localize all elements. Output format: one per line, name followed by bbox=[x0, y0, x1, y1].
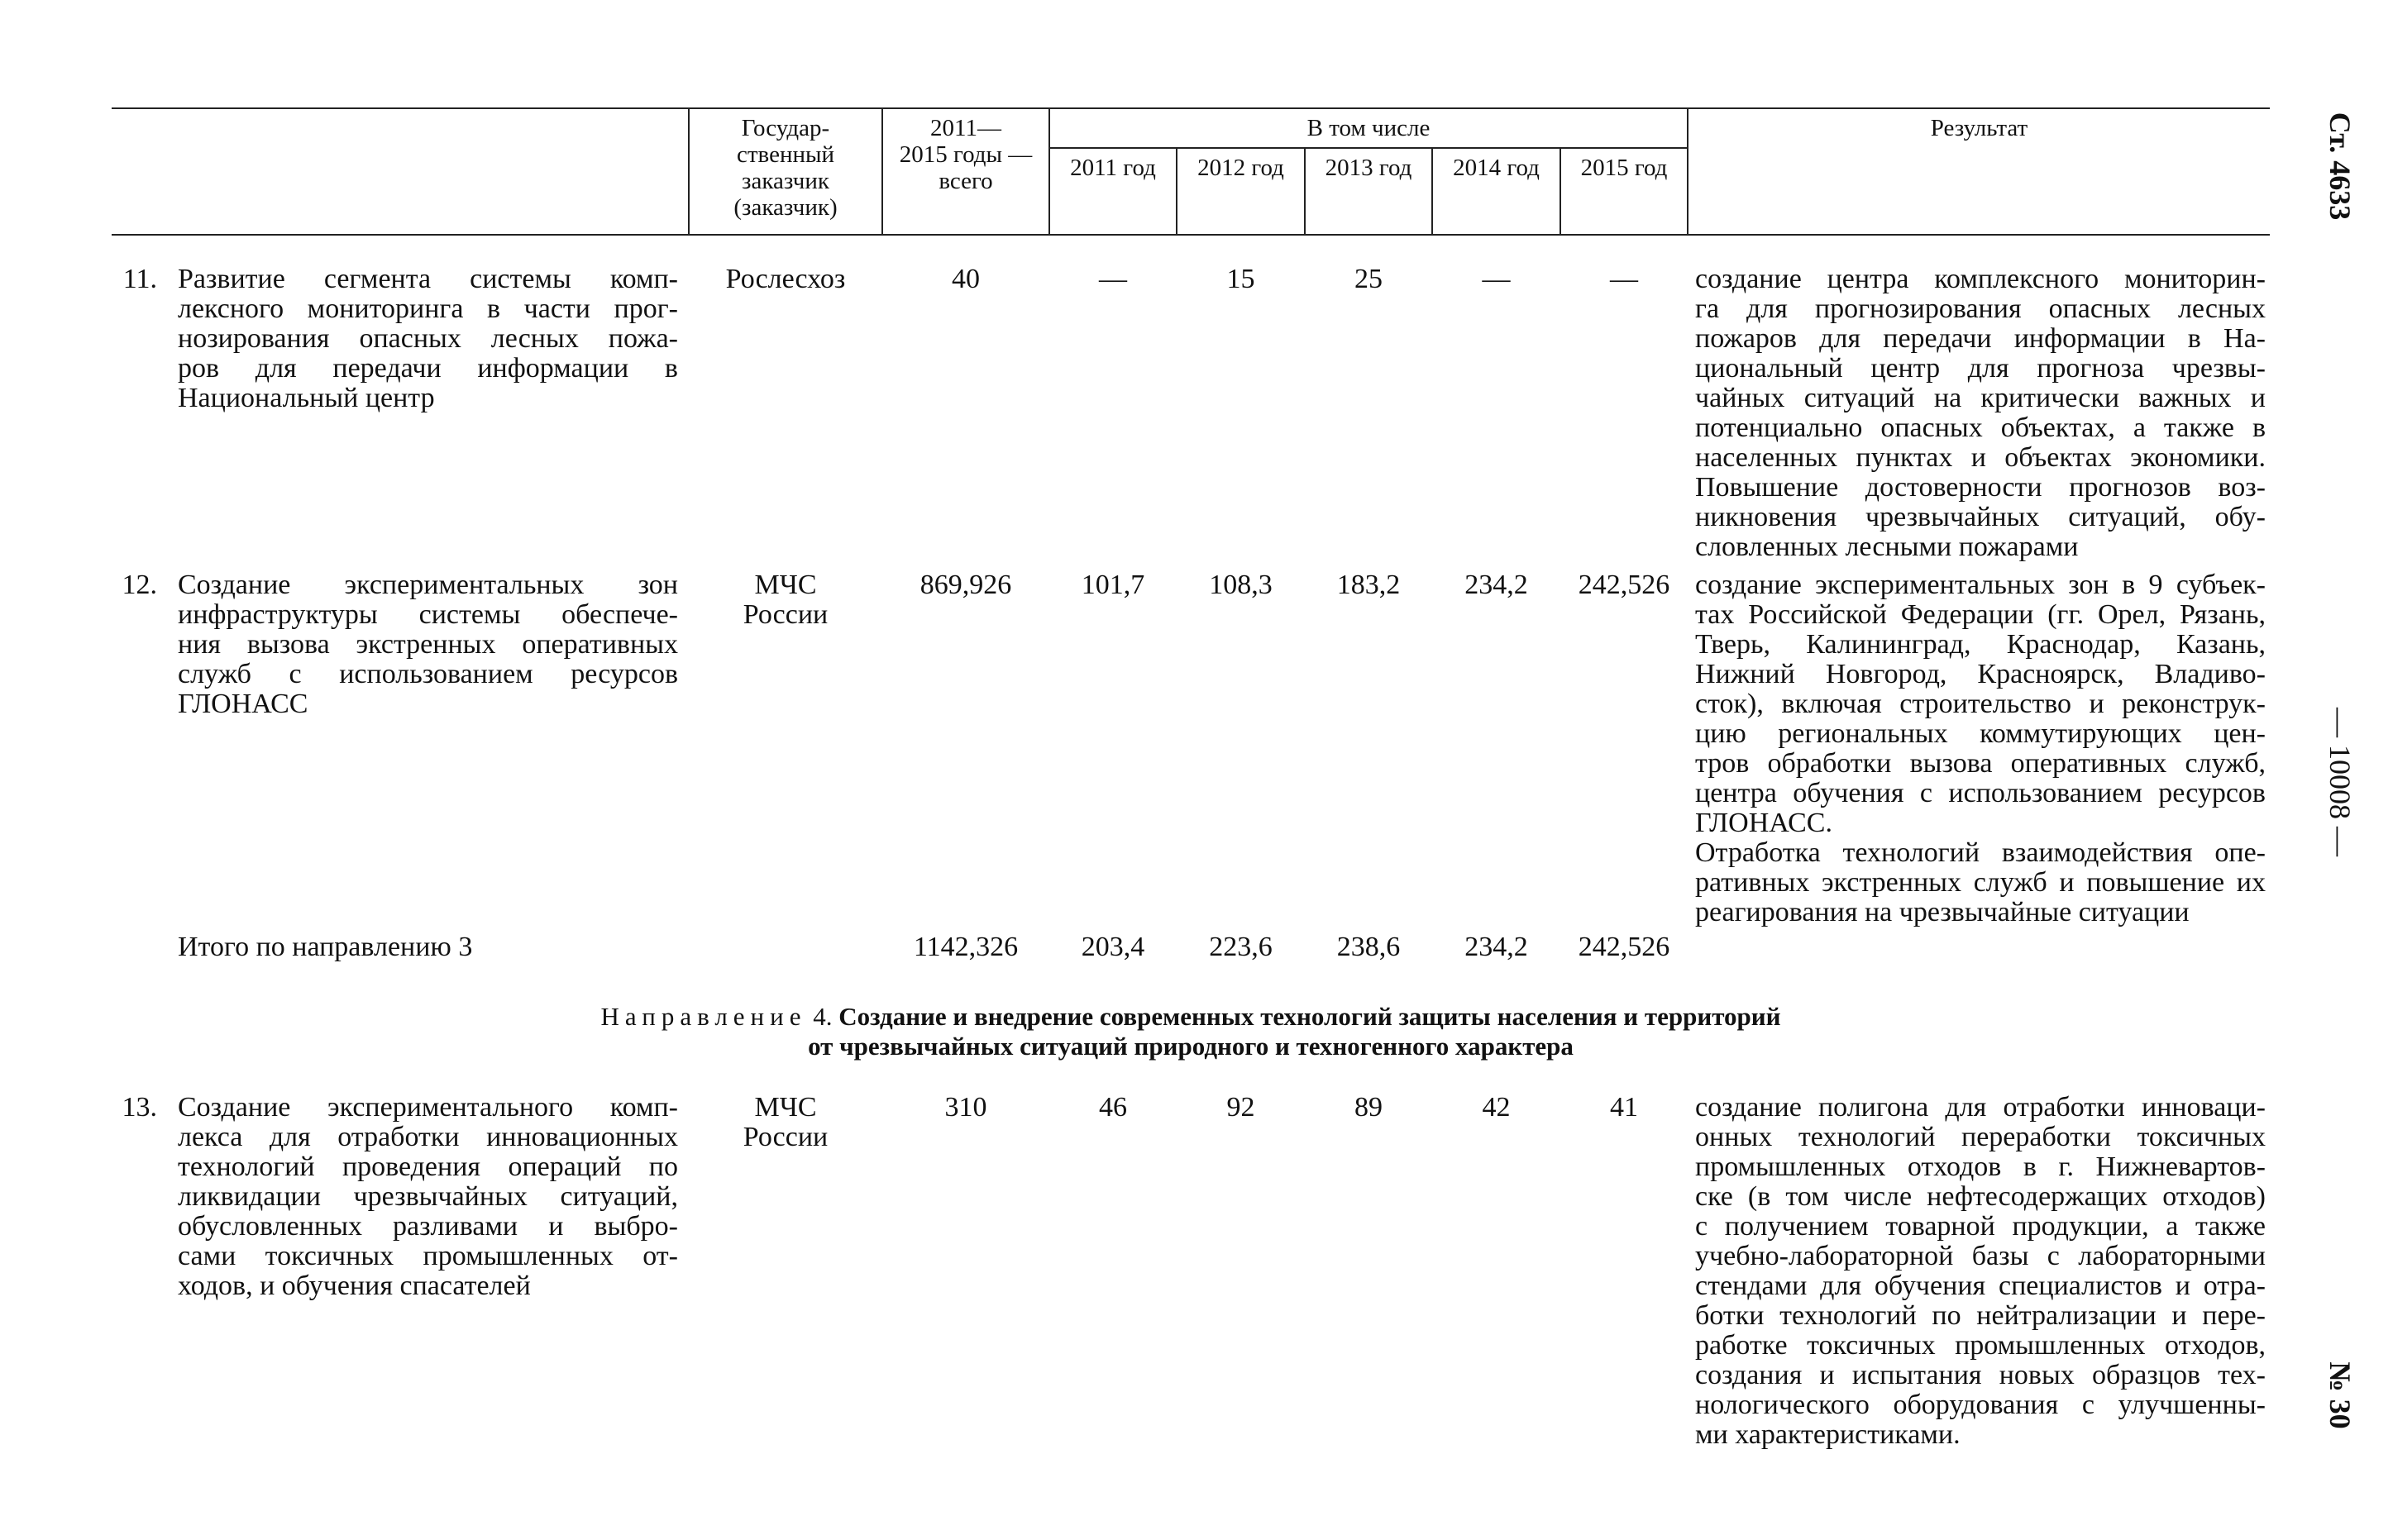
row-year-value: 89 bbox=[1354, 1092, 1383, 1123]
header-including: В том числе bbox=[1306, 115, 1431, 141]
row-year-value: — bbox=[1099, 264, 1127, 294]
header-year: 2011 год bbox=[1070, 155, 1156, 181]
subtotal-total: 1142,326 bbox=[913, 932, 1019, 962]
section-number: 4. bbox=[813, 1002, 833, 1031]
subtotal-year-value: 203,4 bbox=[1081, 932, 1145, 962]
row-year-value: 15 bbox=[1226, 264, 1255, 294]
row-year-value: 41 bbox=[1610, 1092, 1638, 1123]
row-title: Создание экспериментального комп- лекса для отработки инновационных технологий проведения операций по ликвидации чрезвычайных ситуаций, обусловленных разливами и выбро- сами токсичных промышленных от- ходов, и обучения спасателей bbox=[178, 1092, 678, 1301]
row-year-value: 183,2 bbox=[1336, 570, 1401, 600]
row-title: Развитие сегмента системы комп- лексного мониторинга в части прог- нозирования опасных лесных пожа- ров для передачи информации в Национальный центр bbox=[178, 264, 678, 413]
row-year-value: 25 bbox=[1354, 264, 1383, 294]
table-top-rule bbox=[112, 107, 2270, 109]
subtotal-year-value: 242,526 bbox=[1578, 932, 1670, 962]
row-customer: МЧС России bbox=[743, 1092, 829, 1152]
row-result: создание экспериментальных зон в 9 субъек- тах Российской Федерации (гг. Орел, Рязань, Тверь, Калининград, Краснодар, Казань, Нижний Новгород, Красноярск, Владиво- сток), включая строительство и реконструк- цию региональных коммутирующих цен- тров обработки вызова оперативных служб, центра обучения с использованием ресурсов ГЛОНАСС. Отработка технологий взаимодействия опе- ративных экстренных служб и повышение их реагирования на чрезвычайные ситуации bbox=[1695, 570, 2266, 927]
row-year-value: 234,2 bbox=[1464, 570, 1528, 600]
header-customer: Государ- ственный заказчик (заказчик) bbox=[733, 115, 838, 221]
row-number: 12. bbox=[122, 570, 157, 600]
header-year: 2015 год bbox=[1580, 155, 1668, 181]
section-prefix: Направление bbox=[600, 1002, 807, 1031]
row-year-value: 242,526 bbox=[1578, 570, 1670, 600]
row-number: 11. bbox=[122, 264, 157, 294]
row-year-value: — bbox=[1482, 264, 1511, 294]
header-year: 2013 год bbox=[1325, 155, 1412, 181]
row-year-value: 92 bbox=[1226, 1092, 1255, 1123]
row-result: создание центра комплексного мониторин- га для прогнозирования опасных лесных пожаров для передачи информации в На- циональный центр для прогноза чрезвы- чайных ситуаций на критически важных и потенциально опасных объектах, а также в населенных пунктах и объектах экономики. Повышение достоверности прогнозов воз- никновения чрезвычайных ситуаций, обу- словленных лесными пожарами bbox=[1695, 264, 2266, 562]
page-label: Ст. 4633 bbox=[2324, 112, 2357, 221]
section-title-line2: от чрезвычайных ситуаций природного и техногенного характера bbox=[808, 1032, 1574, 1061]
section-title-line1: Создание и внедрение современных технологий защиты населения и территорий bbox=[838, 1002, 1781, 1031]
subtotal-year-value: 238,6 bbox=[1336, 932, 1401, 962]
row-year-value: — bbox=[1610, 264, 1638, 294]
header-bottom-rule bbox=[112, 234, 2270, 236]
issue-number: № 30 bbox=[2324, 1361, 2357, 1429]
header-year: 2012 год bbox=[1197, 155, 1284, 181]
row-total: 310 bbox=[944, 1092, 987, 1123]
row-year-value: 46 bbox=[1099, 1092, 1127, 1123]
row-year-value: 108,3 bbox=[1209, 570, 1273, 600]
row-year-value: 101,7 bbox=[1081, 570, 1145, 600]
header-total: 2011— 2015 годы — всего bbox=[899, 115, 1033, 194]
row-number: 13. bbox=[122, 1092, 157, 1123]
subtotal-year-value: 234,2 bbox=[1464, 932, 1528, 962]
years-subheader-rule bbox=[1048, 147, 1687, 149]
page-number: — 10008 — bbox=[2324, 708, 2357, 856]
row-title: Создание экспериментальных зон инфраструктуры системы обеспече- ния вызова экстренных оперативных служб с использованием ресурсов ГЛОНАСС bbox=[178, 570, 678, 719]
subtotal-year-value: 223,6 bbox=[1209, 932, 1273, 962]
header-year: 2014 год bbox=[1453, 155, 1540, 181]
row-total: 40 bbox=[952, 264, 980, 294]
row-customer: МЧС России bbox=[743, 570, 829, 630]
row-total: 869,926 bbox=[919, 570, 1012, 600]
subtotal-label: Итого по направлению 3 bbox=[178, 932, 473, 962]
row-year-value: 42 bbox=[1482, 1092, 1511, 1123]
section-heading bbox=[112, 1002, 2270, 1061]
header-result: Результат bbox=[1930, 115, 2028, 141]
row-customer: Рослесхоз bbox=[725, 264, 846, 294]
row-result: создание полигона для отработки инноваци- онных технологий переработки токсичных промышленных отходов в г. Нижневартов- ске (в том числе нефтесодержащих отходов) с получением товарной продукции, а также учебно-лабораторной базы с лабораторными стендами для обучения специалистов и отра- ботки технологий по нейтрализации и пере- работке токсичных промышленных отходов, создания и испытания новых образцов тех- нологического оборудования с улучшенны- ми характеристиками. bbox=[1695, 1092, 2266, 1450]
